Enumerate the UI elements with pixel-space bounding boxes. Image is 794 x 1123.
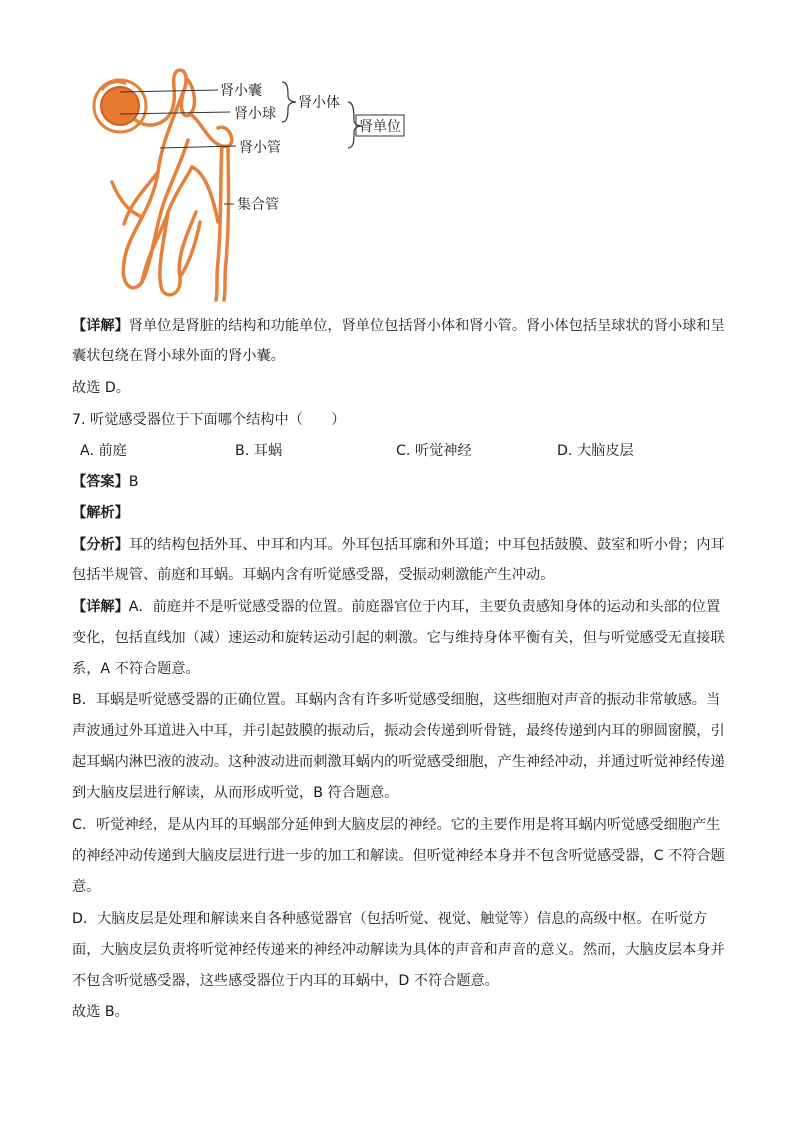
prev-detail-line-2: 囊状包绕在肾小球外面的肾小囊。: [72, 348, 285, 364]
label-capsule: 肾小囊: [220, 83, 262, 99]
detail-a-line-2: 变化，包括直线加（减）速运动和旋转运动引起的刺激。它与维持身体平衡有关，但与听觉感受无直接联: [72, 630, 725, 646]
label-glomerulus: 肾小球: [234, 106, 276, 122]
prev-detail-line-1: [72, 316, 725, 336]
detail-d-line-3: 不包含听觉感受器，这些感受器位于内耳的耳蜗中，D 不符合题意。: [72, 973, 499, 989]
prev-conclusion: 故选 D。: [72, 380, 130, 396]
detail-label: 【详解】: [72, 599, 129, 615]
detail-c-line-3: 意。: [72, 879, 101, 895]
glomerulus-ball: [101, 87, 139, 125]
question-stem: 7. 听觉感受器位于下面哪个结构中（ ）: [72, 412, 346, 428]
option-c: C. 听觉神经: [396, 443, 472, 459]
answer-line: [72, 472, 722, 492]
nephron-diagram: [72, 62, 432, 307]
corpuscle-brace: [282, 82, 296, 122]
analysis-label: 【解析】: [72, 505, 129, 521]
detail-a-text-1: A．前庭并不是听觉感受器的位置。前庭器官位于内耳，主要负责感知身体的运动和头部的位置: [128, 599, 721, 615]
label-corpuscle: 肾小体: [298, 95, 340, 111]
detail-a-line-1: [72, 597, 722, 617]
answer-label: 【答案】: [72, 474, 129, 490]
detail-b-line-1: B．耳蜗是听觉感受器的正确位置。耳蜗内含有许多听觉感受细胞，这些细胞对声音的振动非常敏感。当: [72, 692, 721, 708]
detail-c-line-1: C．听觉神经，是从内耳的耳蜗部分延伸到大脑皮层的神经。它的主要作用是将耳蜗内听觉感受细胞产生: [72, 817, 721, 833]
detail-a-line-3: 系，A 不符合题意。: [72, 661, 200, 677]
fenxi-text-1: 耳的结构包括外耳、中耳和内耳。外耳包括耳廓和外耳道；中耳包括鼓膜、鼓室和听小骨；内耳: [128, 537, 725, 553]
detail-d-line-2: 面，大脑皮层负责将听觉神经传递来的神经冲动解读为具体的声音和声音的意义。然而，大脑皮层本身并: [72, 942, 725, 958]
detail-c-line-2: 的神经冲动传递到大脑皮层进行进一步的加工和解读。但听觉神经本身并不包含听觉感受器，C 不符合题: [72, 848, 725, 864]
detail-b-line-3: 起耳蜗内淋巴液的波动。这种波动进而刺激耳蜗内的听觉感受细胞，产生神经冲动，并通过听觉神经传递: [72, 754, 725, 770]
option-b: B. 耳蜗: [235, 443, 283, 459]
detail-b-line-2: 声波通过外耳道进入中耳，并引起鼓膜的振动后，振动会传递到听骨链，最终传递到内耳的卵圆窗膜，引: [72, 723, 725, 739]
fenxi-line-1: [72, 535, 725, 555]
prev-detail-label: 【详解】: [72, 318, 129, 334]
label-tubule: 肾小管: [239, 140, 281, 156]
brace-lines: [282, 82, 362, 148]
option-a: A. 前庭: [80, 443, 127, 459]
detail-d-line-1: D．大脑皮层是处理和解读来自各种感觉器官（包括听觉、视觉、触觉等）信息的高级中枢。在听觉方: [72, 911, 708, 927]
label-collecting-duct: 集合管: [237, 197, 279, 213]
collecting-duct: [192, 146, 229, 300]
prev-detail-text-1: 肾单位是肾脏的结构和功能单位，肾单位包括肾小体和肾小管。肾小体包括呈球状的肾小球和呈: [128, 318, 725, 334]
option-d: D. 大脑皮层: [557, 443, 634, 459]
fenxi-line-2: 包括半规管、前庭和耳蜗。耳蜗内含有听觉感受器，受振动刺激能产生冲动。: [72, 567, 555, 583]
detail-b-line-4: 到大脑皮层进行解读，从而形成听觉，B 符合题意。: [72, 785, 399, 801]
nephron-figure: [72, 62, 432, 307]
label-nephron: 肾单位: [359, 119, 401, 135]
fenxi-label: 【分析】: [72, 537, 129, 553]
question-options: [72, 441, 722, 461]
final-conclusion: 故选 B。: [72, 1004, 129, 1020]
answer-value: B: [128, 474, 139, 490]
